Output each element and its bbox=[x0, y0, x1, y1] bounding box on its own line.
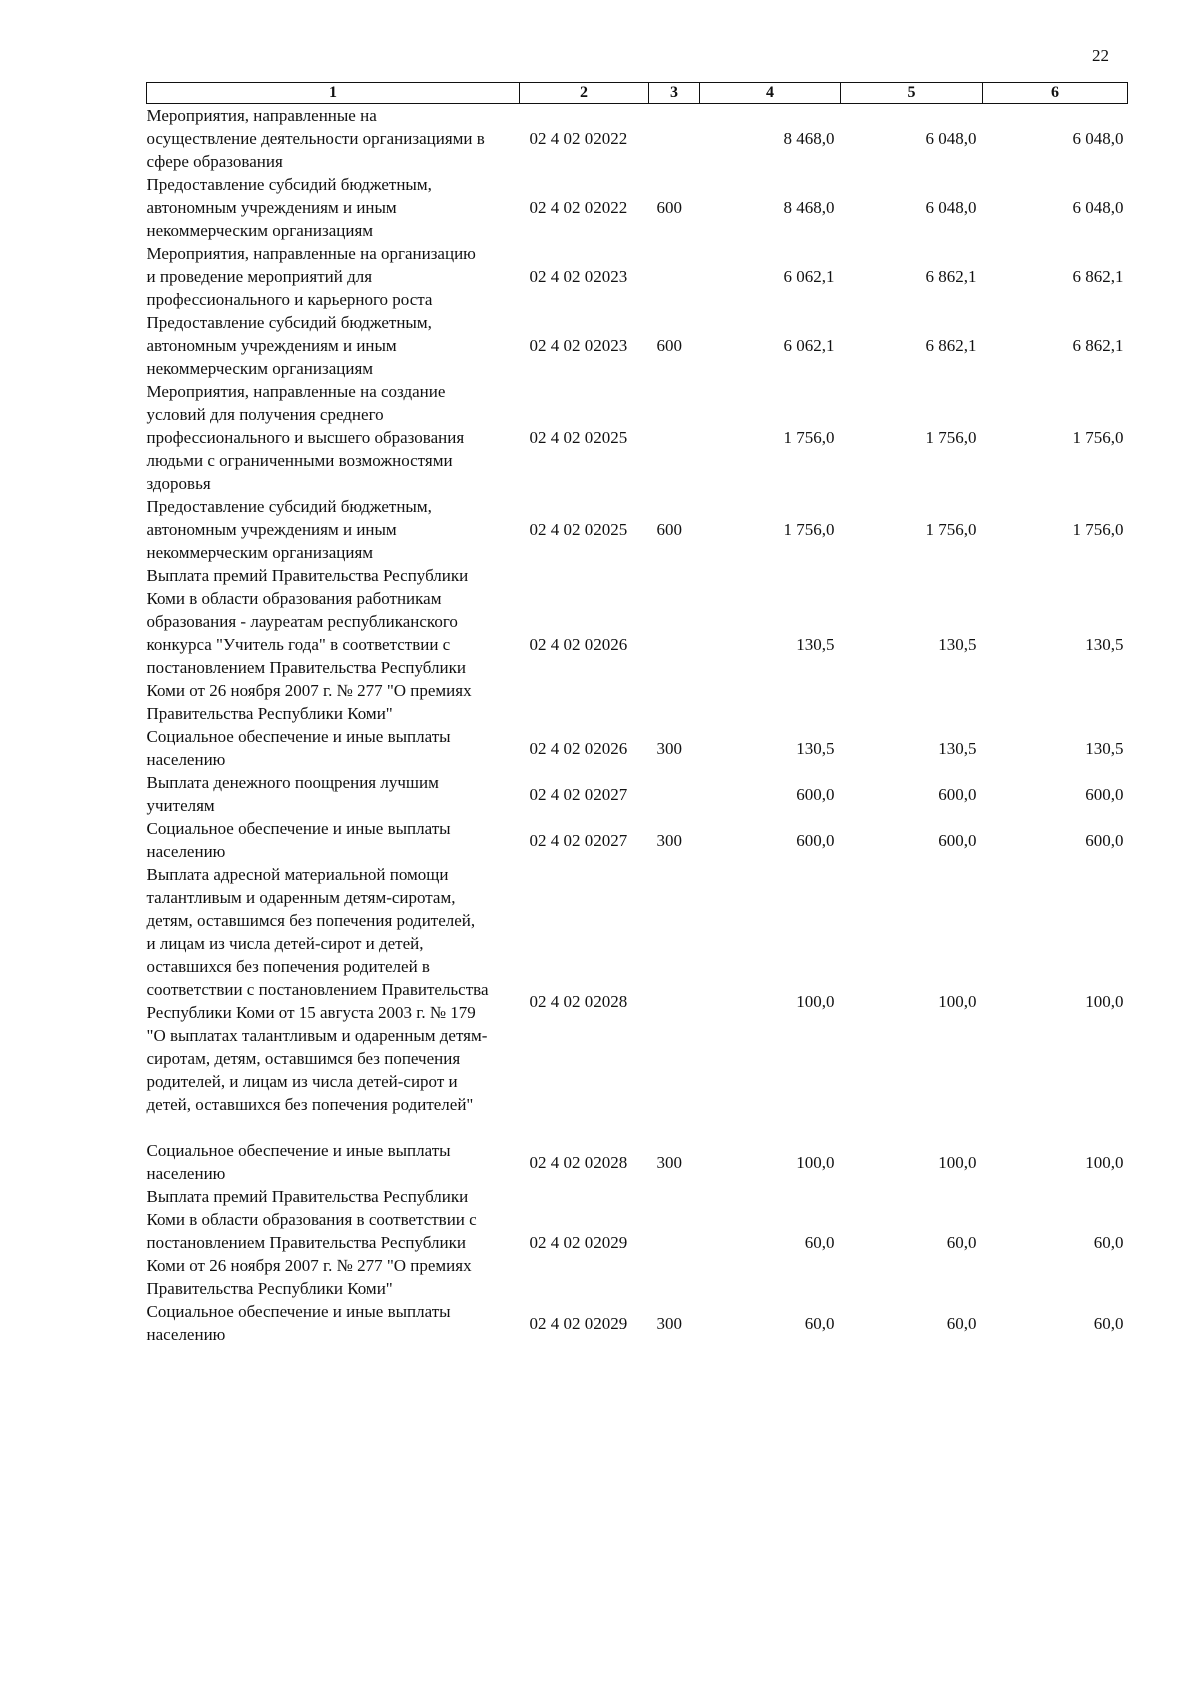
row-type bbox=[649, 1185, 700, 1300]
row-value-6: 100,0 bbox=[1085, 991, 1124, 1011]
table-row bbox=[147, 173, 1128, 242]
row-code: 02 4 02 02029 bbox=[529, 1313, 628, 1333]
table-row bbox=[147, 104, 1128, 174]
row-value-6: 1 756,0 bbox=[1072, 520, 1124, 539]
header-col-4: 4 bbox=[700, 83, 841, 104]
row-description: Мероприятия, направленные на создание условий для получения среднего профессионального и высшего образования людьми с ограниченными возможностями здоровья bbox=[146, 382, 465, 493]
row-description: Социальное обеспечение и иные выплаты населению bbox=[146, 1141, 451, 1183]
row-code: 02 4 02 02026 bbox=[529, 635, 628, 654]
row-value-5: 6 048,0 bbox=[925, 129, 977, 148]
row-type bbox=[649, 863, 700, 1139]
row-value-4: 100,0 bbox=[796, 1152, 835, 1172]
row-code: 02 4 02 02022 bbox=[529, 198, 628, 217]
row-code: 02 4 02 02025 bbox=[529, 428, 628, 447]
header-col-1: 1 bbox=[147, 83, 520, 104]
table-row bbox=[147, 863, 1128, 1139]
row-value-6: 100,0 bbox=[1085, 1152, 1124, 1172]
row-value-5: 600,0 bbox=[938, 784, 977, 804]
table-row bbox=[147, 1139, 1128, 1185]
row-code: 02 4 02 02025 bbox=[529, 520, 628, 539]
row-value-4: 100,0 bbox=[796, 991, 835, 1011]
row-value-4: 8 468,0 bbox=[783, 198, 835, 217]
row-value-4: 130,5 bbox=[796, 738, 835, 758]
row-value-5: 60,0 bbox=[946, 1233, 977, 1252]
row-value-5: 1 756,0 bbox=[925, 520, 977, 539]
table-row bbox=[147, 1300, 1128, 1346]
row-description: Мероприятия, направленные на осуществление деятельности организациями в сфере образования bbox=[146, 106, 485, 171]
row-code: 02 4 02 02023 bbox=[529, 336, 628, 355]
row-value-4: 60,0 bbox=[804, 1313, 835, 1333]
table-row bbox=[147, 771, 1128, 817]
row-type: 300 bbox=[656, 738, 682, 758]
header-col-2: 2 bbox=[520, 83, 649, 104]
row-description: Выплата адресной материальной помощи талантливым и одаренным детям-сиротам, детям, оставшимся без попечения родителей, и лицам из числа детей-сирот и детей, оставшихся без попечения родителей в соответствии с постановлением Правительства Республики Коми от 15 августа 2003 г. № 179 "О выплатах талантливым и одаренным детям- сиротам, детям, оставшимся без попечения родителей, и лицам из числа детей-сирот и детей, оставшихся без попечения родителей" bbox=[146, 865, 489, 1114]
row-description: Социальное обеспечение и иные выплаты населению bbox=[146, 727, 451, 769]
row-description: Мероприятия, направленные на организацию и проведение мероприятий для профессионального и карьерного роста bbox=[146, 244, 476, 309]
row-type: 600 bbox=[656, 520, 682, 539]
table-row bbox=[147, 564, 1128, 725]
row-value-4: 60,0 bbox=[804, 1233, 835, 1252]
header-col-6: 6 bbox=[983, 83, 1128, 104]
row-code: 02 4 02 02023 bbox=[529, 267, 628, 286]
row-value-5: 1 756,0 bbox=[925, 428, 977, 447]
table-row bbox=[147, 495, 1128, 564]
row-code: 02 4 02 02027 bbox=[529, 830, 628, 850]
row-value-4: 8 468,0 bbox=[783, 129, 835, 148]
row-type bbox=[649, 564, 700, 725]
row-value-5: 100,0 bbox=[938, 991, 977, 1011]
row-value-6: 60,0 bbox=[1093, 1233, 1124, 1252]
table-header bbox=[147, 83, 1128, 104]
row-value-5: 60,0 bbox=[946, 1313, 977, 1333]
row-value-4: 600,0 bbox=[796, 784, 835, 804]
row-value-5: 130,5 bbox=[938, 635, 977, 654]
table-row bbox=[147, 380, 1128, 495]
table-row bbox=[147, 817, 1128, 863]
row-value-6: 6 862,1 bbox=[1072, 267, 1124, 286]
header-col-3: 3 bbox=[649, 83, 700, 104]
row-description: Предоставление субсидий бюджетным, автономным учреждениям и иным некоммерческим организациям bbox=[146, 497, 432, 562]
table-row bbox=[147, 1185, 1128, 1300]
row-value-6: 60,0 bbox=[1093, 1313, 1124, 1333]
row-value-5: 6 862,1 bbox=[925, 267, 977, 286]
table-row bbox=[147, 725, 1128, 771]
row-code: 02 4 02 02027 bbox=[529, 784, 628, 804]
row-type: 600 bbox=[656, 198, 682, 217]
table-row bbox=[147, 242, 1128, 311]
row-type: 300 bbox=[656, 830, 682, 850]
row-description: Предоставление субсидий бюджетным, автономным учреждениям и иным некоммерческим организациям bbox=[146, 313, 432, 378]
row-description: Предоставление субсидий бюджетным, автономным учреждениям и иным некоммерческим организациям bbox=[146, 175, 432, 240]
row-value-4: 600,0 bbox=[796, 830, 835, 850]
row-value-6: 600,0 bbox=[1085, 784, 1124, 804]
budget-table bbox=[146, 82, 1128, 1346]
row-value-5: 6 862,1 bbox=[925, 336, 977, 355]
row-description: Выплата денежного поощрения лучшим учителям bbox=[146, 773, 439, 815]
row-code: 02 4 02 02026 bbox=[529, 738, 628, 758]
row-type: 300 bbox=[656, 1313, 682, 1333]
row-type bbox=[649, 771, 700, 817]
row-description: Выплата премий Правительства Республики Коми в области образования в соответствии с постановлением Правительства Республики Коми от 26 ноября 2007 г. № 277 "О премиях Правительства Республики Коми" bbox=[146, 1187, 477, 1298]
row-value-6: 6 862,1 bbox=[1072, 336, 1124, 355]
row-code: 02 4 02 02028 bbox=[529, 1152, 628, 1172]
row-type: 300 bbox=[656, 1152, 682, 1172]
row-value-4: 6 062,1 bbox=[783, 336, 835, 355]
row-value-5: 100,0 bbox=[938, 1152, 977, 1172]
row-description: Социальное обеспечение и иные выплаты населению bbox=[146, 1302, 451, 1344]
page-number: 22 bbox=[1092, 46, 1109, 65]
row-value-6: 130,5 bbox=[1085, 738, 1124, 758]
row-value-4: 1 756,0 bbox=[783, 520, 835, 539]
header-row bbox=[147, 83, 1128, 104]
row-value-6: 6 048,0 bbox=[1072, 198, 1124, 217]
row-type: 600 bbox=[656, 336, 682, 355]
row-value-4: 130,5 bbox=[796, 635, 835, 654]
row-value-4: 1 756,0 bbox=[783, 428, 835, 447]
row-code: 02 4 02 02028 bbox=[529, 991, 628, 1011]
row-value-6: 1 756,0 bbox=[1072, 428, 1124, 447]
row-type bbox=[649, 104, 700, 174]
row-value-4: 6 062,1 bbox=[783, 267, 835, 286]
row-value-6: 130,5 bbox=[1085, 635, 1124, 654]
row-code: 02 4 02 02029 bbox=[529, 1233, 628, 1252]
header-col-5: 5 bbox=[841, 83, 983, 104]
row-type bbox=[649, 380, 700, 495]
row-type bbox=[649, 242, 700, 311]
table-body bbox=[147, 104, 1128, 1347]
row-description: Выплата премий Правительства Республики Коми в области образования работникам образования - лауреатам республиканского конкурса "Учитель года" в соответствии с постановлением Правительства Республики Коми от 26 ноября 2007 г. № 277 "О премиях Правительства Республики Коми" bbox=[146, 566, 472, 723]
row-value-5: 6 048,0 bbox=[925, 198, 977, 217]
row-code: 02 4 02 02022 bbox=[529, 129, 628, 148]
table-row bbox=[147, 311, 1128, 380]
row-value-6: 6 048,0 bbox=[1072, 129, 1124, 148]
row-description: Социальное обеспечение и иные выплаты населению bbox=[146, 819, 451, 861]
row-value-5: 600,0 bbox=[938, 830, 977, 850]
row-value-5: 130,5 bbox=[938, 738, 977, 758]
row-value-6: 600,0 bbox=[1085, 830, 1124, 850]
